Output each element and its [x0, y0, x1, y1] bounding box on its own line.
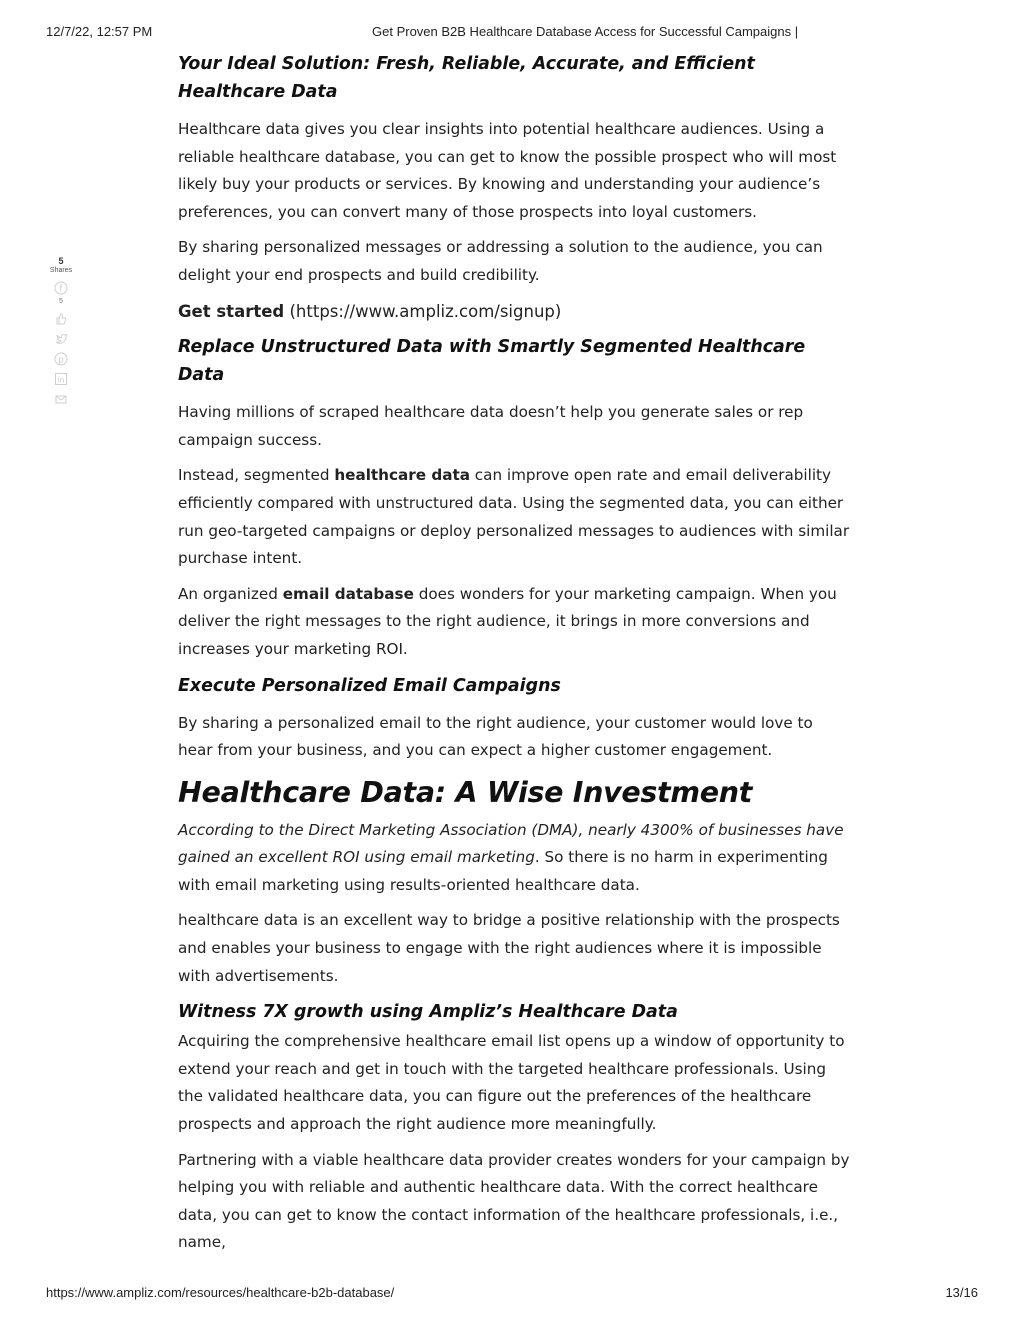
svg-text:f: f — [59, 284, 63, 295]
get-started-url[interactable]: (https://www.ampliz.com/signup) — [289, 301, 562, 321]
share-rail — [46, 256, 76, 406]
get-started-line — [178, 298, 850, 326]
email-icon[interactable] — [54, 392, 68, 406]
paragraph-bridge-relationship: healthcare data is an excellent way to bridge a positive relationship with the prospects and enables your business to engage with the right audiences where it is impossible with advertisements. — [178, 911, 840, 985]
heading-replace-unstructured: Replace Unstructured Data with Smartly Segmented Healthcare Data — [178, 337, 806, 386]
paragraph-data-provider: Partnering with a viable healthcare data provider creates wonders for your campaign by helping you with reliable and authentic healthcare data. With the correct healthcare data, you can get to know the contact information of the healthcare professionals, i.e., name, — [178, 1150, 850, 1252]
print-header — [46, 24, 978, 42]
svg-text:in: in — [57, 375, 65, 385]
dma-quote: According to the Direct Marketing Association (DMA), nearly 4300% of businesses have gained an excellent ROI using email marketing — [178, 820, 844, 867]
twitter-icon[interactable] — [54, 332, 68, 346]
link-email-database[interactable]: email database — [282, 584, 414, 603]
paragraph-text: can improve open rate and email deliverability efficiently compared with unstructured data. Using the segmented data, you can either run geo-targeted campaigns or deploy personalized messages to audiences with similar purchase intent. — [178, 466, 850, 568]
page-number: 13/16 — [945, 1285, 978, 1300]
heading-wise-investment: Healthcare Data: A Wise Investment — [178, 775, 753, 809]
paragraph-personalized-messages: By sharing personalized messages or addressing a solution to the audience, you can delight your end prospects and build credibility. — [178, 238, 823, 284]
heading-witness-growth: Witness 7X growth using Ampliz’s Healthcare Data — [178, 1002, 678, 1023]
paragraph-segmented-data — [178, 462, 850, 572]
paragraph-text: . So there is no harm in experimenting with email marketing using results-oriented healthcare data. — [178, 848, 828, 894]
print-url: https://www.ampliz.com/resources/healthcare-b2b-database/ — [46, 1285, 395, 1300]
paragraph-text: An organized — [178, 584, 283, 603]
print-date: 12/7/22, 12:57 PM — [46, 24, 153, 39]
share-label: Shares — [49, 267, 73, 274]
print-page-title: Get Proven B2B Healthcare Database Access for Successful Campaigns | — [372, 24, 799, 39]
facebook-share-count: 5 — [59, 298, 63, 305]
paragraph-text: does wonders for your marketing campaign. When you deliver the right messages to the right audience, it brings in more conversions and increases your marketing ROI. — [178, 584, 837, 658]
like-icon[interactable] — [54, 312, 68, 326]
paragraph-scraped-data: Having millions of scraped healthcare data doesn’t help you generate sales or rep campaign success. — [178, 403, 804, 449]
linkedin-icon[interactable] — [54, 372, 68, 386]
paragraph-email-list: Acquiring the comprehensive healthcare email list opens up a window of opportunity to extend your reach and get in touch with the targeted healthcare professionals. Using the validated healthcare data, you can figure out the preferences of the healthcare prospects and approach the right audience more meaningfully. — [178, 1032, 845, 1134]
svg-text:p: p — [58, 355, 64, 366]
heading-ideal-solution: Your Ideal Solution: Fresh, Reliable, Accurate, and Efficient Healthcare Data — [178, 54, 755, 102]
paragraph-text: Instead, segmented — [178, 466, 335, 485]
paragraph-insights: Healthcare data gives you clear insights into potential healthcare audiences. Using a reliable healthcare database, you can get to know the possible prospect who will most likely buy your products or services. By knowing and understanding your audience’s preferences, you can convert many of those prospects into loyal customers. — [178, 120, 837, 221]
share-count: 5 — [58, 256, 64, 266]
pinterest-icon[interactable] — [54, 352, 68, 366]
heading-execute-campaigns: Execute Personalized Email Campaigns — [178, 675, 561, 696]
facebook-icon[interactable] — [54, 281, 68, 295]
article-content — [178, 50, 850, 1265]
link-healthcare-data[interactable]: healthcare data — [334, 466, 470, 485]
paragraph-email-database — [178, 581, 850, 664]
get-started-label[interactable]: Get started — [178, 301, 285, 321]
paragraph-personalized-email: By sharing a personalized email to the right audience, your customer would love to hear from your business, and you can expect a higher customer engagement. — [178, 713, 813, 760]
paragraph-dma-roi — [178, 817, 850, 900]
print-footer — [46, 1285, 978, 1303]
